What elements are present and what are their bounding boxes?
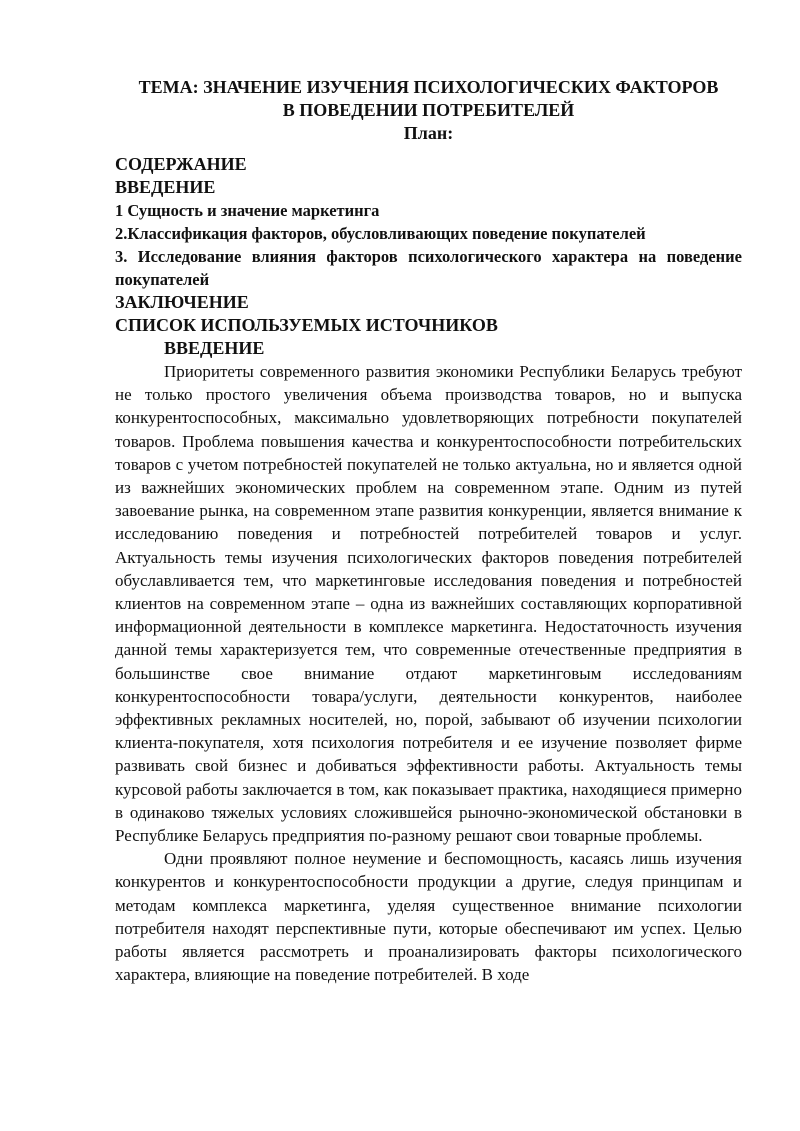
toc-item-3: 3. Исследование влияния факторов психологического характера на поведение покупателей bbox=[115, 247, 742, 289]
document-title bbox=[115, 76, 742, 122]
toc-contents: СОДЕРЖАНИЕ bbox=[115, 154, 247, 174]
introduction-heading: ВВЕДЕНИЕ bbox=[164, 338, 265, 358]
paragraph-1: Приоритеты современного развития экономики Республики Беларусь требуют не только простого увеличения объема производства товаров, но и выпуска конкурентоспособных, максимально удовлетворяющих потребности покупателей товаров. Проблема повышения качества и конкурентоспособности потребительских товаров с учетом потребностей покупателей не только актуальна, но и является одной из важнейших экономических проблем на современном этапе. Одним из путей завоевание рынка, на современном этапе развития конкуренции, является внимание к исследованию поведения и потребностей потребителей товаров и услуг. Актуальность темы изучения психологических факторов поведения потребителей обуславливается тем, что маркетинговые исследования поведения и потребностей клиентов на современном этапе – одна из важнейших составляющих корпоративной информационной деятельности в комплексе маркетинга. Недостаточность изучения данной темы характеризуется тем, что современные отечественные предприятия в большинстве свое внимание отдают маркетинговым исследованиям конкурентоспособности товара/услуги, деятельности конкурентов, наиболее эффективных рекламных носителей, но, порой, забывают об изучении психологии клиента-покупателя, хотя психология потребителя и ее изучение позволяет фирме развивать свой бизнес и добиваться эффективности работы. Актуальность темы курсовой работы заключается в том, как показывает практика, находящиеся примерно в одинаково тяжелых условиях сложившейся рыночно-экономической обстановки в Республике Беларусь предприятия по-разному решают свои товарные проблемы. bbox=[115, 362, 742, 846]
toc-sources: СПИСОК ИСПОЛЬЗУЕМЫХ ИСТОЧНИКОВ bbox=[115, 315, 498, 335]
plan-label: План: bbox=[403, 123, 454, 143]
title-line-2: В ПОВЕДЕНИИ ПОТРЕБИТЕЛЕЙ bbox=[282, 100, 575, 120]
table-of-contents bbox=[115, 153, 742, 337]
toc-item-2: 2.Классификация факторов, обусловливающих поведение покупателей bbox=[115, 224, 646, 243]
document-page bbox=[115, 76, 742, 986]
paragraph-2: Одни проявляют полное неумение и беспомощность, касаясь лишь изучения конкурентов и конкурентоспособности продукции а другие, следуя принципам и методам комплекса маркетинга, уделяя существенное внимание психологии потребителя находят перспективные пути, которые обеспечивают им успех. Целью работы является рассмотреть и проанализировать факторы психологического характера, влияющие на поведение потребителей. В ходе bbox=[115, 849, 742, 985]
toc-conclusion: ЗАКЛЮЧЕНИЕ bbox=[115, 292, 249, 312]
toc-introduction: ВВЕДЕНИЕ bbox=[115, 177, 216, 197]
title-line-1: ТЕМА: ЗНАЧЕНИЕ ИЗУЧЕНИЯ ПСИХОЛОГИЧЕСКИХ ФАКТОРОВ bbox=[138, 77, 719, 97]
toc-item-1: 1 Сущность и значение маркетинга bbox=[115, 201, 380, 220]
